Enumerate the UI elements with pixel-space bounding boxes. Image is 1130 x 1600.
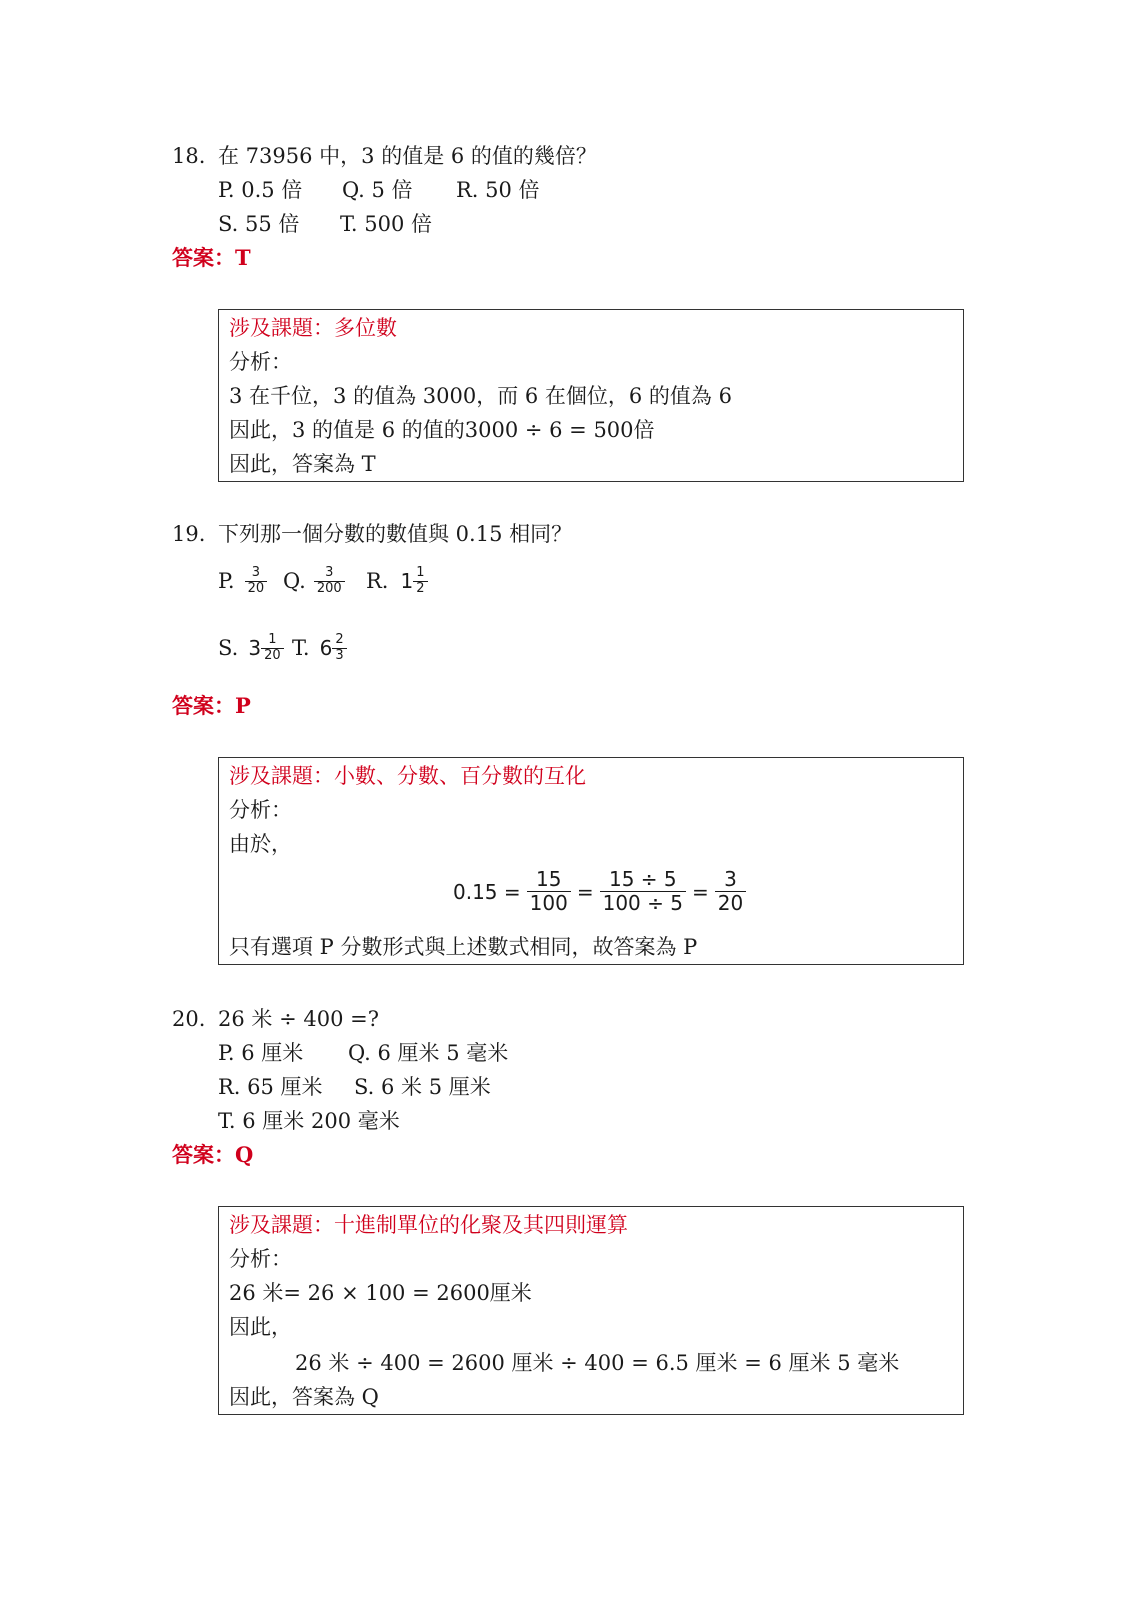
- q19-option-t-den: 3: [335, 647, 344, 663]
- q19-option-q-fraction: [314, 566, 345, 597]
- q18-number: 18.: [172, 144, 206, 168]
- q19-eq-frac3-den: 20: [717, 891, 744, 915]
- q20-option-s: S. 6 米 5 厘米: [354, 1075, 491, 1099]
- q19-eq-frac2: [600, 868, 686, 915]
- q19-option-s-den: 20: [264, 647, 281, 663]
- q19-option-s-num: 1: [268, 632, 277, 647]
- q20-option-r: R. 65 厘米: [218, 1075, 323, 1099]
- q19-option-t-whole: 6: [319, 636, 333, 661]
- q19-option-s-label: S.: [218, 635, 239, 660]
- q19-eq-lhs: 0.15 =: [453, 879, 521, 904]
- q18-option-r: R. 50 倍: [456, 178, 540, 202]
- q19-option-q-num: 3: [325, 565, 334, 580]
- q18-topic: 涉及課題：多位數: [229, 316, 397, 340]
- q20-analysis-line3: 26 米 ÷ 400 = 2600 厘米 ÷ 400 = 6.5 厘米 = 6 厘米 5 毫米: [295, 1351, 900, 1375]
- q18-analysis-line1: 3 在千位，3 的值為 3000，而 6 在個位，6 的值為 6: [229, 384, 732, 408]
- q19-option-r-fraction: [413, 566, 427, 597]
- q19-option-q-label: Q.: [283, 568, 306, 593]
- q19-analysis-box: [218, 757, 964, 965]
- q20-question: 26 米 ÷ 400 =?: [218, 1007, 379, 1031]
- q18-analysis-line3: 因此，答案為 T: [229, 452, 376, 476]
- q19-answer: 答案：P: [172, 693, 251, 718]
- q18-option-q: Q. 5 倍: [342, 178, 413, 202]
- q19-option-p-fraction: [245, 566, 268, 597]
- q18-question: 在 73956 中，3 的值是 6 的值的幾倍？: [218, 144, 597, 168]
- q20-analysis-line2: 因此，: [229, 1315, 292, 1339]
- q18-analysis-line2: 因此，3 的值是 6 的值的3000 ÷ 6 = 500倍: [229, 418, 655, 442]
- q19-topic: 涉及課題：小數、分數、百分數的互化: [229, 764, 586, 788]
- q19-eq-frac1: [527, 868, 571, 915]
- q20-option-t: T. 6 厘米 200 毫米: [218, 1109, 400, 1133]
- q19-option-r-den: 2: [416, 580, 425, 596]
- q20-answer: 答案：Q: [172, 1142, 254, 1167]
- q19-option-t-label: T.: [292, 635, 310, 660]
- q19-eq-frac3-num: 3: [724, 867, 737, 891]
- q19-eq-equals3: =: [691, 879, 709, 904]
- q18-analysis-box: [218, 309, 964, 482]
- q19-option-r: [366, 566, 428, 597]
- q20-analysis-box: [218, 1206, 964, 1415]
- q20-topic: 涉及課題：十進制單位的化聚及其四則運算: [229, 1213, 628, 1237]
- q19-eq-frac3: [715, 868, 746, 915]
- q18-option-s: S. 55 倍: [218, 212, 300, 236]
- q19-eq-frac2-den: 100 ÷ 5: [602, 891, 683, 915]
- q19-equation: [453, 868, 752, 915]
- q19-eq-frac1-den: 100: [529, 891, 568, 915]
- q18-analysis-label: 分析：: [229, 350, 292, 374]
- q19-analysis-line1: 由於，: [229, 832, 292, 856]
- q20-analysis-line4: 因此，答案為 Q: [229, 1385, 379, 1409]
- q19-analysis-label: 分析：: [229, 798, 292, 822]
- q20-analysis-line1: 26 米= 26 × 100 = 2600厘米: [229, 1281, 532, 1305]
- q19-option-s-fraction: [261, 633, 284, 664]
- q19-question: 下列那一個分數的數值與 0.15 相同？: [218, 522, 573, 546]
- q19-option-q: [283, 566, 345, 597]
- q19-option-p-label: P.: [218, 568, 235, 593]
- q19-number: 19.: [172, 522, 206, 546]
- q19-eq-equals2: =: [576, 879, 594, 904]
- q20-option-q: Q. 6 厘米 5 毫米: [348, 1041, 509, 1065]
- q19-option-t-fraction: [332, 633, 346, 664]
- q18-option-t: T. 500 倍: [340, 212, 433, 236]
- q19-option-s-whole: 3: [248, 636, 262, 661]
- q19-option-s: [218, 633, 284, 664]
- q19-option-r-whole: 1: [400, 569, 414, 594]
- q19-option-t-num: 2: [335, 632, 344, 647]
- q20-analysis-label: 分析：: [229, 1247, 292, 1271]
- q19-option-r-num: 1: [416, 565, 425, 580]
- q19-eq-frac1-num: 15: [536, 867, 562, 891]
- q19-analysis-conclusion: 只有選項 P 分數形式與上述數式相同，故答案為 P: [229, 935, 698, 959]
- q18-answer: 答案：T: [172, 245, 251, 270]
- q18-option-p: P. 0.5 倍: [218, 178, 303, 202]
- q19-option-p-num: 3: [251, 565, 260, 580]
- q19-option-p-den: 20: [247, 580, 265, 596]
- q19-eq-frac2-num: 15 ÷ 5: [608, 867, 677, 891]
- q19-option-t: [292, 633, 347, 664]
- q20-option-p: P. 6 厘米: [218, 1041, 304, 1065]
- q20-number: 20.: [172, 1007, 206, 1031]
- q19-option-q-den: 200: [316, 580, 342, 596]
- q19-option-r-label: R.: [366, 568, 389, 593]
- q19-option-p: [218, 566, 267, 597]
